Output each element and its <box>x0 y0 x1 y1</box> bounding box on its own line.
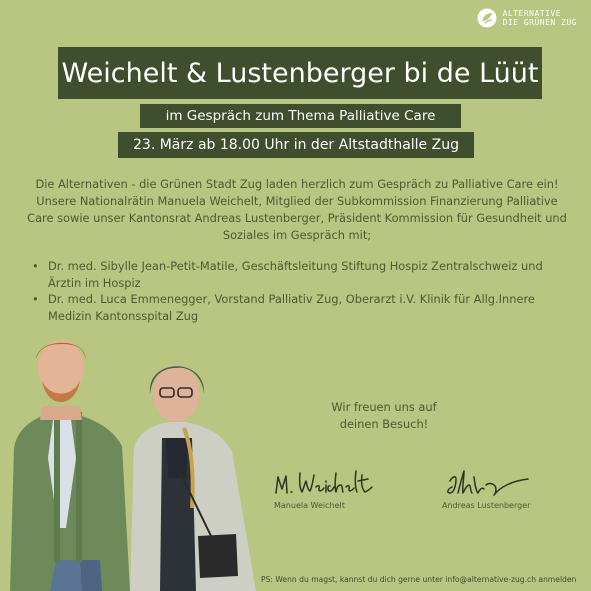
intro-line: Die Alternativen - die Grünen Stadt Zug laden herzlich zum Gespräch zu Palliative Care ein! <box>35 177 559 191</box>
logo-text <box>503 9 577 27</box>
leaf-logo-icon <box>477 8 497 28</box>
guest-list <box>30 258 570 324</box>
intro-line: Soziales im Gespräch mit; <box>222 228 372 242</box>
signature-name-weichelt: Manuela Weichelt <box>274 501 345 510</box>
intro-line: Care sowie unser Kantonsrat Andreas Lustenberger, Präsident Kommission für Gesundheit und <box>27 211 567 225</box>
signature-weichelt <box>274 467 384 510</box>
intro-line: Unsere Nationalrätin Manuela Weichelt, Mitglied der Subkommission Finanzierung Palliative <box>36 194 558 208</box>
guest-item: • Dr. med. Luca Emmenegger, Vorstand Palliativ Zug, Oberarzt i.V. Klinik für Allg.Innere Medizin Kantonsspital Zug <box>30 291 570 324</box>
logo-line-1: ALTERNATIVE <box>502 9 562 18</box>
event-topic: im Gespräch zum Thema Palliative Care <box>140 104 461 128</box>
greeting <box>318 399 450 433</box>
greeting-line: Wir freuen uns auf <box>331 400 437 414</box>
signature-name-lustenberger: Andreas Lustenberger <box>442 501 531 510</box>
event-title: Weichelt & Lustenberger bi de Lüüt <box>58 47 542 99</box>
candidates-photo <box>0 328 262 591</box>
guest-item: • Dr. med. Sibylle Jean-Petit-Matile, Geschäftsleitung Stiftung Hospiz Zentralschweiz und Ärztin im Hospiz <box>30 258 570 291</box>
event-date-location: 23. März ab 18.00 Uhr in der Altstadthalle Zug <box>118 132 474 158</box>
logo-line-2: DIE GRÜNEN ZUG <box>502 18 577 27</box>
signature-lustenberger-icon <box>442 467 542 499</box>
greeting-line: deinen Besuch! <box>339 417 429 431</box>
signature-weichelt-icon <box>274 467 384 499</box>
ps-note: PS: Wenn du magst, kannst du dich gerne unter info@alternative-zug.ch anmelden <box>261 575 577 584</box>
intro-text <box>22 176 572 244</box>
signature-lustenberger <box>442 467 542 510</box>
logo <box>477 8 577 28</box>
